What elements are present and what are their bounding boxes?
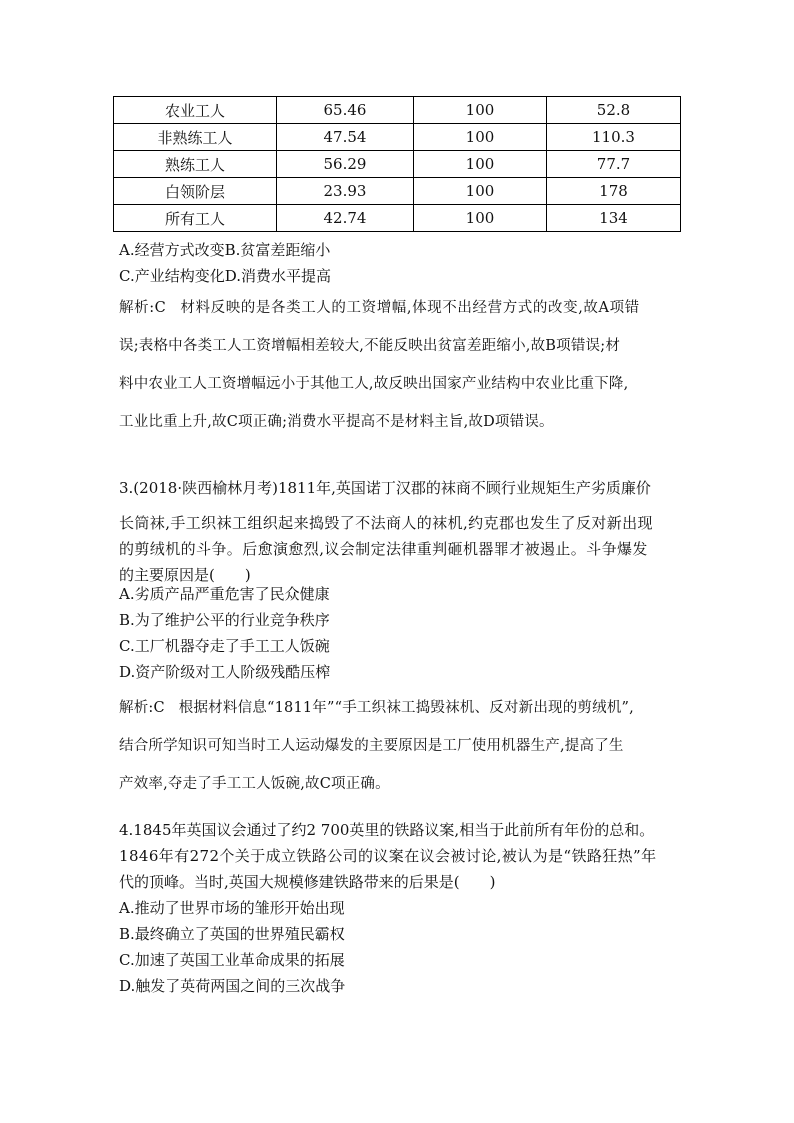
- question-line: 4.1845年英国议会通过了约2 700英里的铁路议案,相当于此前所有年份的总和。: [119, 821, 655, 839]
- option-line: A.劣质产品严重危害了民众健康: [119, 585, 330, 603]
- q2-options: [119, 237, 681, 289]
- table-row: [114, 124, 681, 151]
- table-cell: 白领阶层: [114, 178, 277, 205]
- option-line: A.推动了世界市场的雏形开始出现: [119, 899, 345, 917]
- analysis-text: 材料反映的是各类工人的工资增幅,体现不出经营方式的改变,故A项错: [180, 300, 640, 316]
- option-line: D.资产阶级对工人阶级残酷压榨: [119, 663, 331, 681]
- table-cell: 非熟练工人: [114, 124, 277, 151]
- table-cell: 100: [414, 124, 547, 151]
- option-line: C.工厂机器夺走了手工工人饭碗: [119, 637, 330, 655]
- table-cell: 100: [414, 97, 547, 124]
- analysis-tag: 解析:C: [119, 700, 165, 716]
- q3-stem-cont: [119, 510, 681, 588]
- table-cell: 52.8: [547, 97, 681, 124]
- option-line: A.经营方式改变B.贫富差距缩小: [119, 241, 331, 259]
- table-cell: 65.46: [277, 97, 414, 124]
- question-line: 3.(2018·陕西榆林月考)1811年,英国诺丁汉郡的袜商不顾行业规矩生产劣质廉价: [119, 479, 651, 497]
- question-line: 的剪绒机的斗争。后愈演愈烈,议会制定法律重判砸机器罪才被遏止。斗争爆发: [119, 540, 648, 558]
- analysis-line: 结合所学知识可知当时工人运动爆发的主要原因是工厂使用机器生产,提高了生: [119, 738, 624, 754]
- table-cell: 农业工人: [114, 97, 277, 124]
- table-cell: 所有工人: [114, 205, 277, 232]
- option-line: D.触发了英荷两国之间的三次战争: [119, 977, 346, 995]
- wage-growth-table: [113, 96, 681, 232]
- analysis-line: 料中农业工人工资增幅远小于其他工人,故反映出国家产业结构中农业比重下降,: [119, 376, 629, 392]
- option-line: B.为了维护公平的行业竞争秩序: [119, 611, 330, 629]
- analysis-line: 误;表格中各类工人工资增幅相差较大,不能反映出贫富差距缩小,故B项错误;材: [119, 338, 621, 354]
- table-row: [114, 205, 681, 232]
- analysis-line: 工业比重上升,故C项正确;消费水平提高不是材料主旨,故D项错误。: [119, 414, 554, 430]
- analysis-line: [119, 289, 681, 327]
- analysis-text: 根据材料信息“1811年”“手工织袜工捣毁袜机、反对新出现的剪绒机”,: [178, 700, 634, 716]
- q3-analysis: [119, 689, 681, 803]
- option-line: B.最终确立了英国的世界殖民霸权: [119, 925, 345, 943]
- table-cell: 47.54: [277, 124, 414, 151]
- table-row: [114, 178, 681, 205]
- table-cell: 42.74: [277, 205, 414, 232]
- question-line: 长筒袜,手工织袜工组织起来捣毁了不法商人的袜机,约克郡也发生了反对新出现: [119, 514, 653, 532]
- analysis-line: 产效率,夺走了手工工人饭碗,故C项正确。: [119, 776, 390, 792]
- table-cell: 110.3: [547, 124, 681, 151]
- question-line: 代的顶峰。当时,英国大规模修建铁路带来的后果是( ): [119, 873, 496, 891]
- option-line: C.加速了英国工业革命成果的拓展: [119, 951, 345, 969]
- table-row: [114, 151, 681, 178]
- q3-options: [119, 581, 681, 685]
- option-line: C.产业结构变化D.消费水平提高: [119, 267, 331, 285]
- table-cell: 100: [414, 151, 547, 178]
- table-cell: 熟练工人: [114, 151, 277, 178]
- table-cell: 56.29: [277, 151, 414, 178]
- table-cell: 77.7: [547, 151, 681, 178]
- analysis-line: [119, 689, 681, 727]
- analysis-tag: 解析:C: [119, 300, 167, 316]
- table-cell: 100: [414, 178, 547, 205]
- table-row: [114, 97, 681, 124]
- question-line: 的主要原因是( ): [119, 566, 251, 584]
- table-cell: 178: [547, 178, 681, 205]
- table-cell: 100: [414, 205, 547, 232]
- q2-analysis: [119, 289, 681, 441]
- table-cell: 134: [547, 205, 681, 232]
- q3-stem: [119, 468, 681, 508]
- q4-options: [119, 895, 681, 999]
- question-line: 1846年有272个关于成立铁路公司的议案在议会被讨论,被认为是“铁路狂热”年: [119, 847, 657, 865]
- table-cell: 23.93: [277, 178, 414, 205]
- q4-stem: [119, 817, 681, 895]
